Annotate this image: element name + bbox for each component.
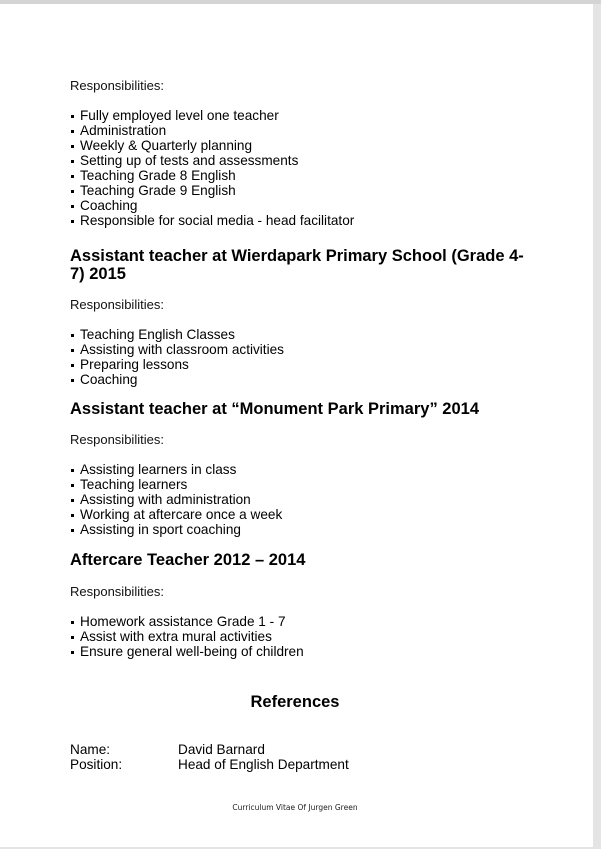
heading-line-2: 7) 2015 <box>70 265 126 283</box>
responsibilities-label: Responsibilities: <box>70 432 164 447</box>
responsibilities-list <box>70 614 304 659</box>
list-item: Preparing lessons <box>70 357 284 372</box>
list-item: Setting up of tests and assessments <box>70 153 354 168</box>
responsibilities-list <box>70 108 354 228</box>
list-item: Teaching learners <box>70 477 282 492</box>
list-item: Fully employed level one teacher <box>70 108 354 123</box>
list-item: Teaching Grade 8 English <box>70 168 354 183</box>
list-item: Coaching <box>70 372 284 387</box>
job-heading-wierdapark <box>70 247 524 283</box>
list-item: Teaching English Classes <box>70 327 284 342</box>
reference-position-value: Head of English Department <box>178 757 349 772</box>
list-item: Assisting with classroom activities <box>70 342 284 357</box>
list-item: Assisting in sport coaching <box>70 522 282 537</box>
responsibilities-list <box>70 327 284 387</box>
job-heading-monument-park: Assistant teacher at “Monument Park Primary” 2014 <box>70 400 479 418</box>
list-item: Assisting learners in class <box>70 462 282 477</box>
reference-name-value: David Barnard <box>178 742 265 757</box>
responsibilities-label: Responsibilities: <box>70 297 164 312</box>
references-title: References <box>250 693 340 711</box>
responsibilities-list <box>70 462 282 537</box>
list-item: Teaching Grade 9 English <box>70 183 354 198</box>
job-heading-aftercare: Aftercare Teacher 2012 – 2014 <box>70 551 306 569</box>
list-item: Assisting with administration <box>70 492 282 507</box>
page-footer: Curriculum Vitae Of Jurgen Green <box>232 803 358 812</box>
list-item: Coaching <box>70 198 354 213</box>
list-item: Homework assistance Grade 1 - 7 <box>70 614 304 629</box>
list-item: Responsible for social media - head facilitator <box>70 213 354 228</box>
heading-line-1: Assistant teacher at Wierdapark Primary School (Grade 4- <box>70 247 524 265</box>
document-page <box>0 4 593 847</box>
list-item: Weekly & Quarterly planning <box>70 138 354 153</box>
reference-position-label: Position: <box>70 757 123 772</box>
responsibilities-label: Responsibilities: <box>70 78 164 93</box>
responsibilities-label: Responsibilities: <box>70 584 164 599</box>
list-item: Ensure general well-being of children <box>70 644 304 659</box>
reference-name-label: Name: <box>70 742 111 757</box>
list-item: Administration <box>70 123 354 138</box>
list-item: Assist with extra mural activities <box>70 629 304 644</box>
list-item: Working at aftercare once a week <box>70 507 282 522</box>
